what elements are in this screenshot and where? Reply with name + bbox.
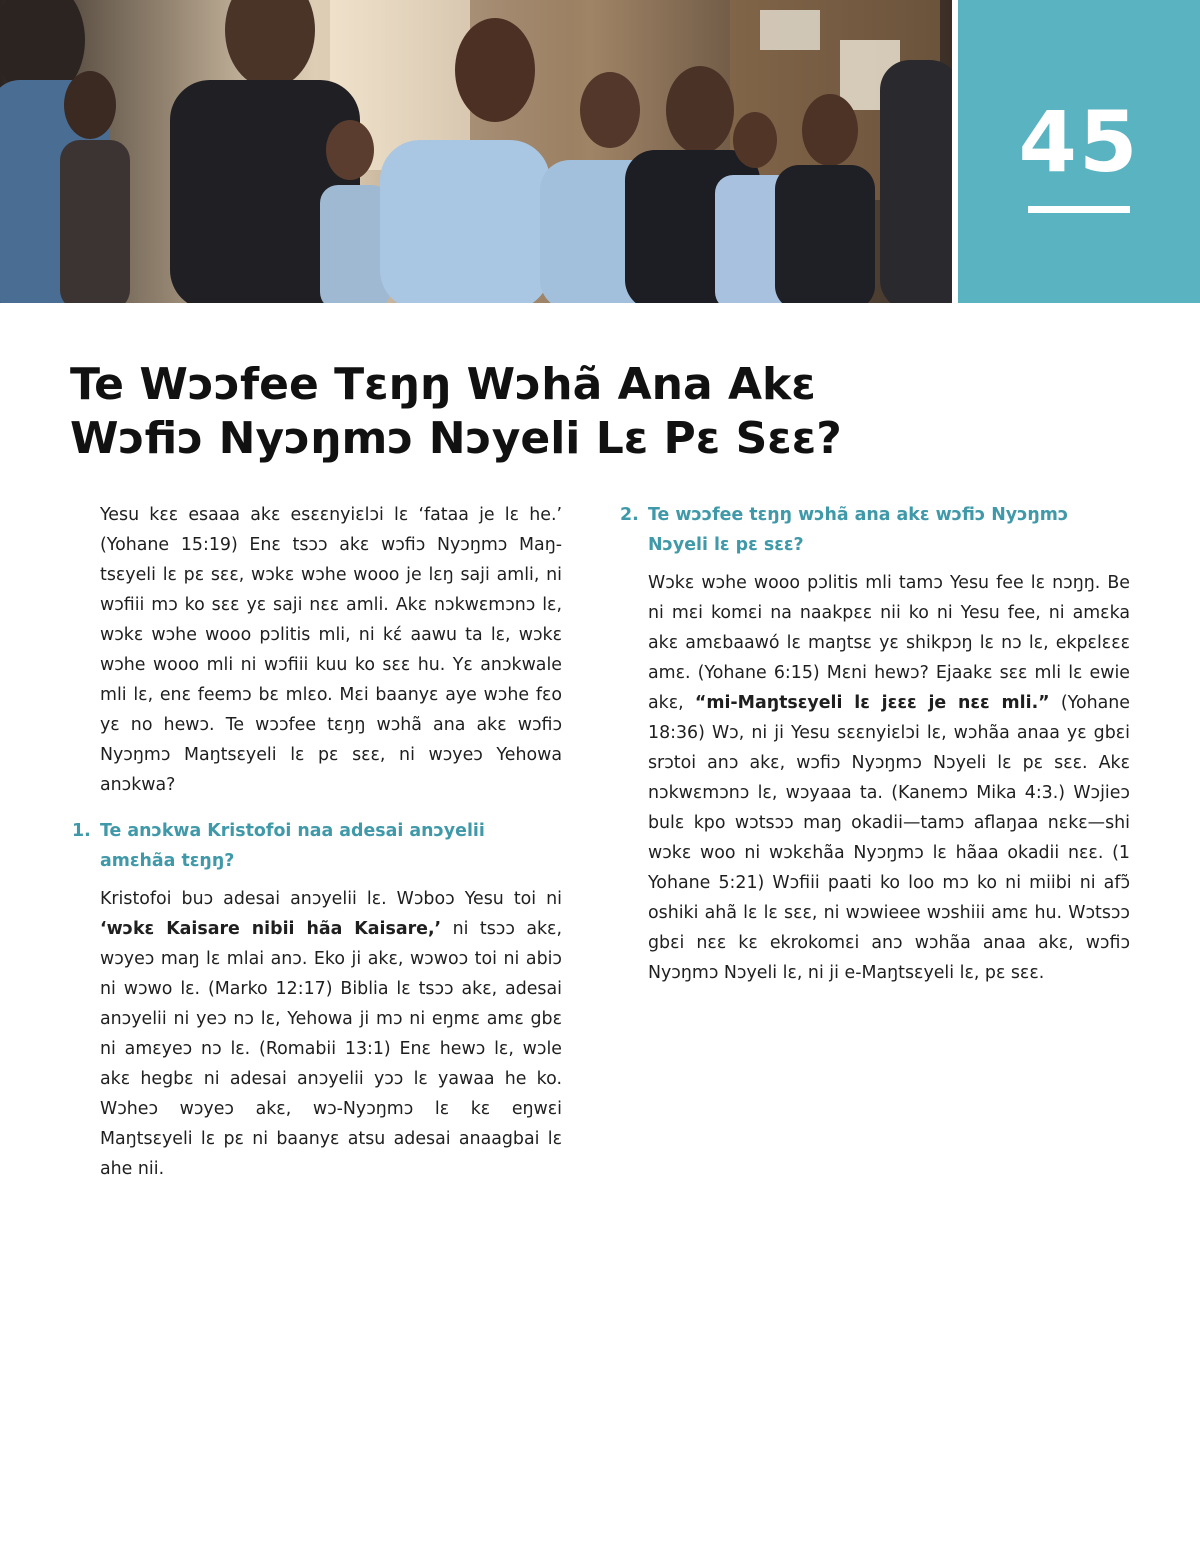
section-2-question [620, 500, 1130, 560]
section-1-bold-quote: ‘wɔkɛ Kaisare nibii hãa Kaisare,’ [100, 919, 442, 939]
lesson-title-line-1: Te Wɔɔfee Tɛŋŋ Wɔhã Ana Akɛ [70, 359, 816, 410]
section-2-number: 2. [620, 505, 639, 525]
section-2-text-b: (Yohane 18:36) Wɔ, ni ji Yesu sɛɛnyiɛlɔi lɛ, wɔhãa anaa yɛ gbɛi srɔtoi anɔ akɛ, wɔfiɔ Nyɔŋmɔ Nɔyeli lɛ pɛ sɛɛ. Akɛ nɔkwɛmɔnɔ lɛ, wɔyaaa ta. (Kanemɔ Mika 4:3.) Wɔjieɔ bulɛ kpo wɔtsɔɔ maŋ okadii—tamɔ aflaŋaa nɛkɛ—shi wɔkɛ woo ni wɔkɛhãa Nyɔŋmɔ lɛ hãaa okadii nɛɛ. (1 Yohane 5:21) Wɔfiii paati ko loo mɔ ko ni miibi ni afɔ̃ oshiki ahã lɛ lɛ sɛɛ, ni wɔwieee wɔshiii amɛ hu. Wɔtsɔɔ gbɛi nɛɛ kɛ ekrokomɛi anɔ wɔhãa anaa akɛ, wɔfiɔ Nyɔŋmɔ Nɔyeli lɛ, ni ji e-Maŋtsɛyeli lɛ, pɛ sɛɛ. [648, 693, 1131, 983]
spacer [620, 560, 1130, 568]
spacer [72, 876, 562, 884]
lesson-number: 45 [1018, 93, 1140, 191]
right-column [620, 500, 1130, 988]
intro-paragraph: Yesu kɛɛ esaaa akɛ esɛɛnyiɛlɔi lɛ ‘fataa je lɛ he.’ (Yohane 15:19) Enɛ tsɔɔ akɛ wɔfiɔ Nyɔŋmɔ Maŋtsɛyeli lɛ pɛ sɛɛ, wɔkɛ wɔhe wooo je lɛŋ saji amli, ni wɔfiii mɔ ko sɛɛ yɛ saji nɛɛ amli. Akɛ nɔkwɛmɔnɔ lɛ, wɔkɛ wɔhe wooo pɔlitis mli, ni kɛ́ aawu ta lɛ, wɔkɛ wɔhe wooo mli ni wɔfiii kuu ko sɛɛ hu. Yɛ anɔkwale mli lɛ, enɛ feemɔ bɛ mlɛo. Mɛi baanyɛ aye wɔhe fɛo yɛ no hewɔ. Te wɔɔfee tɛŋŋ wɔhã ana akɛ wɔfiɔ Nyɔŋmɔ Maŋtsɛyeli lɛ pɛ sɛɛ, ni wɔyeɔ Yehowa anɔkwa? [100, 505, 562, 795]
lesson-title-line-2: Wɔfiɔ Nyɔŋmɔ Nɔyeli Lɛ Pɛ Sɛɛ? [70, 413, 842, 464]
hero-photo [0, 0, 952, 303]
section-1-question-text: Te anɔkwa Kristofoi naa adesai anɔyelii amɛhãa tɛŋŋ? [100, 821, 485, 871]
section-1-paragraph [72, 884, 562, 1184]
lesson-title [70, 358, 1130, 466]
section-2-text-a: Wɔkɛ wɔhe wooo pɔlitis mli tamɔ Yesu fee lɛ nɔŋŋ. Be ni mɛi komɛi na naakpɛɛ nii ko ni Yesu fee, ni amɛka akɛ amɛbaawó lɛ maŋtsɛ yɛ shikpɔŋ lɛ nɔ lɛ, ekpɛlɛɛɛ amɛ. (Yohane 6:15) Mɛni hewɔ? Ejaakɛ sɛɛ mli lɛ ewie akɛ, [648, 573, 1130, 713]
lesson-badge [958, 0, 1200, 303]
section-1-question [72, 816, 562, 876]
section-1-text-b: ni tsɔɔ akɛ, wɔyeɔ maŋ lɛ mlai anɔ. Eko ji akɛ, wɔwoɔ toi ni abiɔ ni wɔwo lɛ. (Marko 12:17) Biblia lɛ tsɔɔ akɛ, adesai anɔyelii ni yeɔ nɔ lɛ, Yehowa ji mɔ ni eŋmɛ amɛ gbɛ ni amɛyeɔ nɔ lɛ. (Romabii 13:1) Enɛ hewɔ lɛ, wɔle akɛ hegbɛ ni adesai anɔyelii yɔɔ lɛ yawaa he ko. Wɔheɔ wɔyeɔ akɛ, wɔ-Nyɔŋmɔ lɛ kɛ eŋwɛi Maŋtsɛyeli lɛ pɛ ni baanyɛ atsu adesai anaagbai lɛ ahe nii. [100, 919, 562, 1179]
section-2-question-text: Te wɔɔfee tɛŋŋ wɔhã ana akɛ wɔfiɔ Nyɔŋmɔ Nɔyeli lɛ pɛ sɛɛ? [648, 505, 1069, 555]
section-1-text-a: Kristofoi buɔ adesai anɔyelii lɛ. Wɔboɔ Yesu toi ni [100, 889, 562, 909]
section-2-paragraph [620, 568, 1130, 988]
spacer [72, 800, 562, 816]
left-column [72, 500, 562, 1184]
section-2-bold-quote: “mi-Maŋtsɛyeli lɛ jɛɛɛ je nɛɛ mli.” [694, 693, 1050, 713]
badge-underline [1028, 206, 1130, 213]
classroom-illustration [0, 0, 952, 303]
section-1-number: 1. [72, 821, 91, 841]
